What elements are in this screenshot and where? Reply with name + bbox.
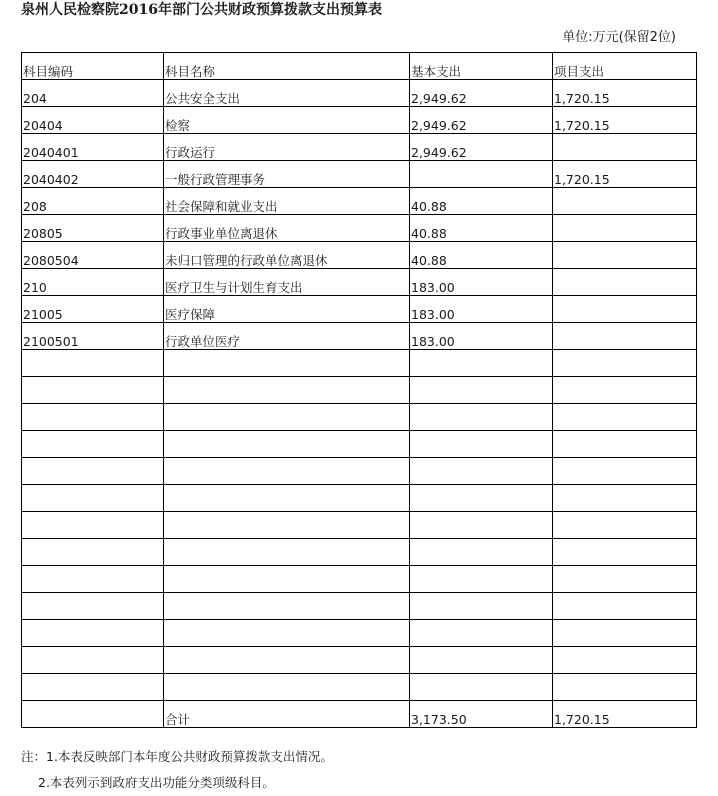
cell-name: 合计 bbox=[164, 701, 410, 728]
cell-basic bbox=[410, 647, 553, 674]
table-row bbox=[22, 512, 697, 539]
cell-code: 208 bbox=[22, 188, 164, 215]
cell-name bbox=[164, 431, 410, 458]
cell-code: 204 bbox=[22, 80, 164, 107]
cell-project bbox=[553, 647, 697, 674]
cell-code bbox=[22, 404, 164, 431]
table-row bbox=[22, 215, 697, 242]
footnotes bbox=[21, 744, 333, 796]
cell-code: 20805 bbox=[22, 215, 164, 242]
cell-project bbox=[553, 674, 697, 701]
cell-name bbox=[164, 512, 410, 539]
cell-project bbox=[553, 296, 697, 323]
budget-table bbox=[21, 52, 697, 728]
cell-code: 2080504 bbox=[22, 242, 164, 269]
table-row bbox=[22, 647, 697, 674]
cell-basic: 3,173.50 bbox=[410, 701, 553, 728]
cell-project bbox=[553, 539, 697, 566]
cell-project bbox=[553, 188, 697, 215]
table-row bbox=[22, 593, 697, 620]
cell-name: 社会保障和就业支出 bbox=[164, 188, 410, 215]
cell-basic bbox=[410, 404, 553, 431]
cell-project bbox=[553, 593, 697, 620]
cell-code bbox=[22, 485, 164, 512]
cell-name bbox=[164, 458, 410, 485]
table-row bbox=[22, 539, 697, 566]
cell-name bbox=[164, 404, 410, 431]
table-row bbox=[22, 107, 697, 134]
cell-code bbox=[22, 539, 164, 566]
cell-project bbox=[553, 512, 697, 539]
page-title: 泉州人民检察院2016年部门公共财政预算拨款支出预算表 bbox=[21, 2, 382, 18]
cell-basic bbox=[410, 485, 553, 512]
footnote-1: 注：1.本表反映部门本年度公共财政预算拨款支出情况。 bbox=[21, 749, 333, 764]
cell-basic bbox=[410, 458, 553, 485]
cell-code bbox=[22, 377, 164, 404]
cell-basic bbox=[410, 539, 553, 566]
cell-basic bbox=[410, 566, 553, 593]
table-row bbox=[22, 458, 697, 485]
table-row bbox=[22, 566, 697, 593]
table-row bbox=[22, 161, 697, 188]
cell-basic: 183.00 bbox=[410, 269, 553, 296]
table-row bbox=[22, 701, 697, 728]
cell-basic: 40.88 bbox=[410, 215, 553, 242]
cell-project bbox=[553, 458, 697, 485]
table-row bbox=[22, 350, 697, 377]
cell-name bbox=[164, 377, 410, 404]
cell-name bbox=[164, 674, 410, 701]
cell-name: 行政运行 bbox=[164, 134, 410, 161]
table-row bbox=[22, 323, 697, 350]
cell-basic: 2,949.62 bbox=[410, 80, 553, 107]
cell-name: 公共安全支出 bbox=[164, 80, 410, 107]
cell-name: 一般行政管理事务 bbox=[164, 161, 410, 188]
cell-basic: 2,949.62 bbox=[410, 107, 553, 134]
cell-basic bbox=[410, 161, 553, 188]
cell-name: 未归口管理的行政单位离退休 bbox=[164, 242, 410, 269]
cell-name: 医疗卫生与计划生育支出 bbox=[164, 269, 410, 296]
cell-basic bbox=[410, 377, 553, 404]
table-row bbox=[22, 485, 697, 512]
footnote-2: 2.本表列示到政府支出功能分类项级科目。 bbox=[38, 775, 275, 790]
table-row bbox=[22, 296, 697, 323]
cell-name: 检察 bbox=[164, 107, 410, 134]
table-row bbox=[22, 431, 697, 458]
cell-name bbox=[164, 539, 410, 566]
header-code: 科目编码 bbox=[22, 53, 164, 80]
cell-name: 行政单位医疗 bbox=[164, 323, 410, 350]
cell-project bbox=[553, 350, 697, 377]
table-row bbox=[22, 620, 697, 647]
cell-code bbox=[22, 512, 164, 539]
cell-project bbox=[553, 377, 697, 404]
header-basic: 基本支出 bbox=[410, 53, 553, 80]
cell-name bbox=[164, 350, 410, 377]
cell-project bbox=[553, 269, 697, 296]
cell-basic bbox=[410, 674, 553, 701]
table-row bbox=[22, 674, 697, 701]
table-row bbox=[22, 404, 697, 431]
cell-code: 20404 bbox=[22, 107, 164, 134]
cell-basic bbox=[410, 431, 553, 458]
cell-project bbox=[553, 566, 697, 593]
header-project: 项目支出 bbox=[553, 53, 697, 80]
cell-name bbox=[164, 593, 410, 620]
cell-name: 行政事业单位离退休 bbox=[164, 215, 410, 242]
cell-code bbox=[22, 593, 164, 620]
table-header-row bbox=[22, 53, 697, 80]
table-row bbox=[22, 80, 697, 107]
table-row bbox=[22, 377, 697, 404]
cell-code bbox=[22, 431, 164, 458]
cell-basic: 40.88 bbox=[410, 242, 553, 269]
cell-name bbox=[164, 620, 410, 647]
cell-code: 2040402 bbox=[22, 161, 164, 188]
table-row bbox=[22, 134, 697, 161]
header-name: 科目名称 bbox=[164, 53, 410, 80]
cell-name bbox=[164, 566, 410, 593]
cell-project: 1,720.15 bbox=[553, 80, 697, 107]
cell-code: 210 bbox=[22, 269, 164, 296]
table-body bbox=[22, 53, 697, 728]
cell-code bbox=[22, 350, 164, 377]
cell-basic bbox=[410, 350, 553, 377]
unit-label: 单位:万元(保留2位) bbox=[562, 30, 676, 45]
cell-project bbox=[553, 404, 697, 431]
cell-basic: 40.88 bbox=[410, 188, 553, 215]
cell-code bbox=[22, 620, 164, 647]
table-row bbox=[22, 242, 697, 269]
cell-project bbox=[553, 134, 697, 161]
table-row bbox=[22, 188, 697, 215]
cell-basic: 2,949.62 bbox=[410, 134, 553, 161]
cell-code: 21005 bbox=[22, 296, 164, 323]
cell-name: 医疗保障 bbox=[164, 296, 410, 323]
cell-code bbox=[22, 458, 164, 485]
cell-project bbox=[553, 431, 697, 458]
cell-project bbox=[553, 242, 697, 269]
cell-basic: 183.00 bbox=[410, 323, 553, 350]
cell-project bbox=[553, 323, 697, 350]
cell-basic bbox=[410, 593, 553, 620]
cell-basic: 183.00 bbox=[410, 296, 553, 323]
cell-project bbox=[553, 485, 697, 512]
cell-project: 1,720.15 bbox=[553, 161, 697, 188]
cell-code: 2100501 bbox=[22, 323, 164, 350]
cell-project: 1,720.15 bbox=[553, 701, 697, 728]
cell-code bbox=[22, 647, 164, 674]
cell-code bbox=[22, 674, 164, 701]
cell-basic bbox=[410, 512, 553, 539]
cell-project: 1,720.15 bbox=[553, 107, 697, 134]
cell-code: 2040401 bbox=[22, 134, 164, 161]
table-row bbox=[22, 269, 697, 296]
cell-code bbox=[22, 701, 164, 728]
cell-project bbox=[553, 620, 697, 647]
cell-name bbox=[164, 485, 410, 512]
cell-basic bbox=[410, 620, 553, 647]
cell-project bbox=[553, 215, 697, 242]
cell-name bbox=[164, 647, 410, 674]
cell-code bbox=[22, 566, 164, 593]
